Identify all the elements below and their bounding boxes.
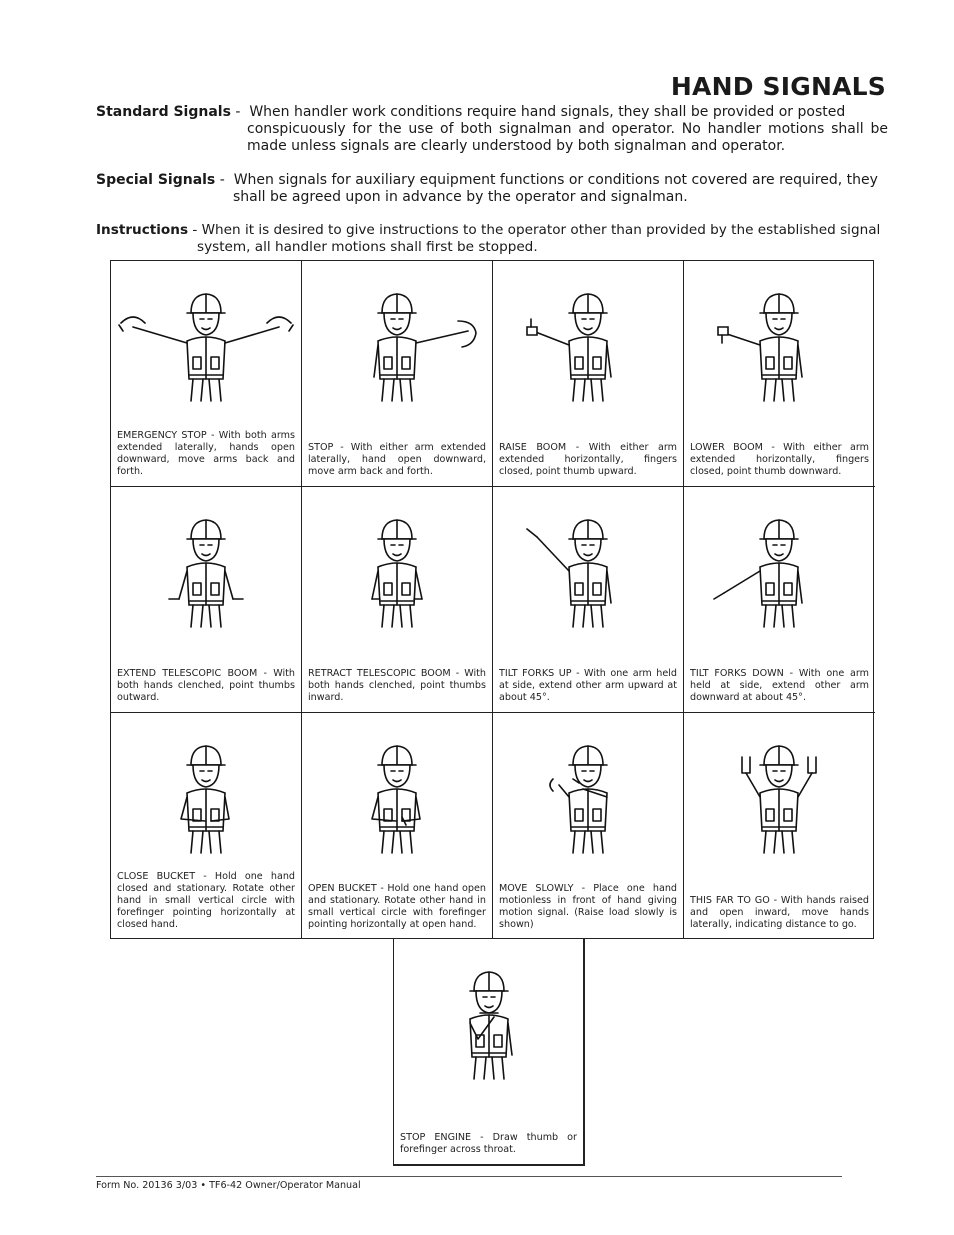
signal-cell xyxy=(684,261,875,487)
raise-boom-figure xyxy=(493,261,683,431)
signal-grid xyxy=(110,260,874,939)
footer-text: Form No. 20136 3/03 • TF6-42 Owner/Operator Manual xyxy=(96,1180,361,1191)
signal-cell xyxy=(111,713,302,939)
extend-boom-figure xyxy=(111,487,301,657)
page-title: HAND SIGNALS xyxy=(670,72,886,101)
signal-cell xyxy=(493,487,684,713)
signal-cell xyxy=(302,713,493,939)
signal-caption: MOVE SLOWLY - Place one hand motionless in front of hand giving motion signal. (Raise load slowly is shown) xyxy=(499,883,677,930)
special-signals-label: Special Signals xyxy=(96,172,216,188)
signal-caption: RAISE BOOM - With either arm extended horizontally, fingers closed, point thumb upward. xyxy=(499,442,677,477)
signal-caption: STOP - With either arm extended laterally, hand open downward, move arm back and forth. xyxy=(308,442,486,477)
signal-caption: LOWER BOOM - With either arm extended horizontally, fingers closed, point thumb downward. xyxy=(690,442,869,477)
emergency-stop-figure xyxy=(111,261,301,431)
signal-caption: STOP ENGINE - Draw thumb or forefinger across throat. xyxy=(400,1132,577,1155)
signal-caption: THIS FAR TO GO - With hands raised and open inward, move hands laterally, indicating distance to go. xyxy=(690,895,869,930)
special-signals-text-line1: When signals for auxiliary equipment functions or conditions not covered are required, they xyxy=(233,172,878,188)
signal-cell xyxy=(302,487,493,713)
signal-caption: RETRACT TELESCOPIC BOOM - With both hands clenched, point thumbs inward. xyxy=(308,668,486,703)
signal-cell xyxy=(684,487,875,713)
intro-special-signals: Special Signals - When signals for auxiliary equipment functions or conditions not covered are required, they shall be agreed upon in advance by the operator and signalman. xyxy=(96,172,888,206)
signal-caption: OPEN BUCKET - Hold one hand open and stationary. Rotate other hand in small vertical circle with forefinger pointing horizontally at open hand. xyxy=(308,883,486,930)
retract-boom-figure xyxy=(302,487,492,657)
standard-signals-label: Standard Signals xyxy=(96,104,231,120)
signal-cell xyxy=(111,261,302,487)
close-bucket-figure xyxy=(111,713,301,883)
signal-caption: CLOSE BUCKET - Hold one hand closed and stationary. Rotate other hand in small vertical circle with forefinger pointing horizontally at closed hand. xyxy=(117,871,295,930)
signal-cell xyxy=(493,261,684,487)
stop-figure xyxy=(302,261,492,431)
intro-standard-signals: Standard Signals - When handler work conditions require hand signals, they shall be provided or posted conspicuously for the use of both signalman and operator. No handler motions shall be made unless signals are clearly understood by both signalman and operator. xyxy=(96,104,888,154)
signal-cell xyxy=(302,261,493,487)
signal-caption: EXTEND TELESCOPIC BOOM - With both hands clenched, point thumbs outward. xyxy=(117,668,295,703)
signal-cell xyxy=(111,487,302,713)
standard-signals-text: conspicuously for the use of both signalman and operator. No handler motions shall be made unless signals are clearly understood by both signalman and operator. xyxy=(247,121,888,154)
signal-caption: TILT FORKS UP - With one arm held at side, extend other arm upward at about 45°. xyxy=(499,668,677,703)
signal-cell xyxy=(684,713,875,939)
instructions-label: Instructions xyxy=(96,222,189,238)
tilt-down-figure xyxy=(684,487,874,657)
intro-instructions: Instructions - When it is desired to give instructions to the operator other than provided by the established signal system, all handler motions shall first be stopped. xyxy=(96,222,888,256)
standard-signals-text-line1: When handler work conditions require hand signals, they shall be provided or posted xyxy=(249,104,846,120)
signal-cell xyxy=(493,713,684,939)
special-signals-text: shall be agreed upon in advance by the operator and signalman. xyxy=(233,189,688,205)
tilt-up-figure xyxy=(493,487,683,657)
footer-divider xyxy=(96,1176,842,1177)
instructions-text: system, all handler motions shall first be stopped. xyxy=(197,239,538,255)
move-slowly-figure xyxy=(493,713,683,883)
signal-cell-stop-engine xyxy=(393,938,585,1166)
signal-caption: TILT FORKS DOWN - With one arm held at side, extend other arm downward at about 45°. xyxy=(690,668,869,703)
lower-boom-figure xyxy=(684,261,874,431)
open-bucket-figure xyxy=(302,713,492,883)
this-far-figure xyxy=(684,713,874,883)
stop-engine-figure xyxy=(394,939,584,1109)
instructions-text-line1: When it is desired to give instructions to the operator other than provided by the established signal xyxy=(201,222,881,238)
signal-caption: EMERGENCY STOP - With both arms extended laterally, hands open downward, move arms back and forth. xyxy=(117,430,295,477)
